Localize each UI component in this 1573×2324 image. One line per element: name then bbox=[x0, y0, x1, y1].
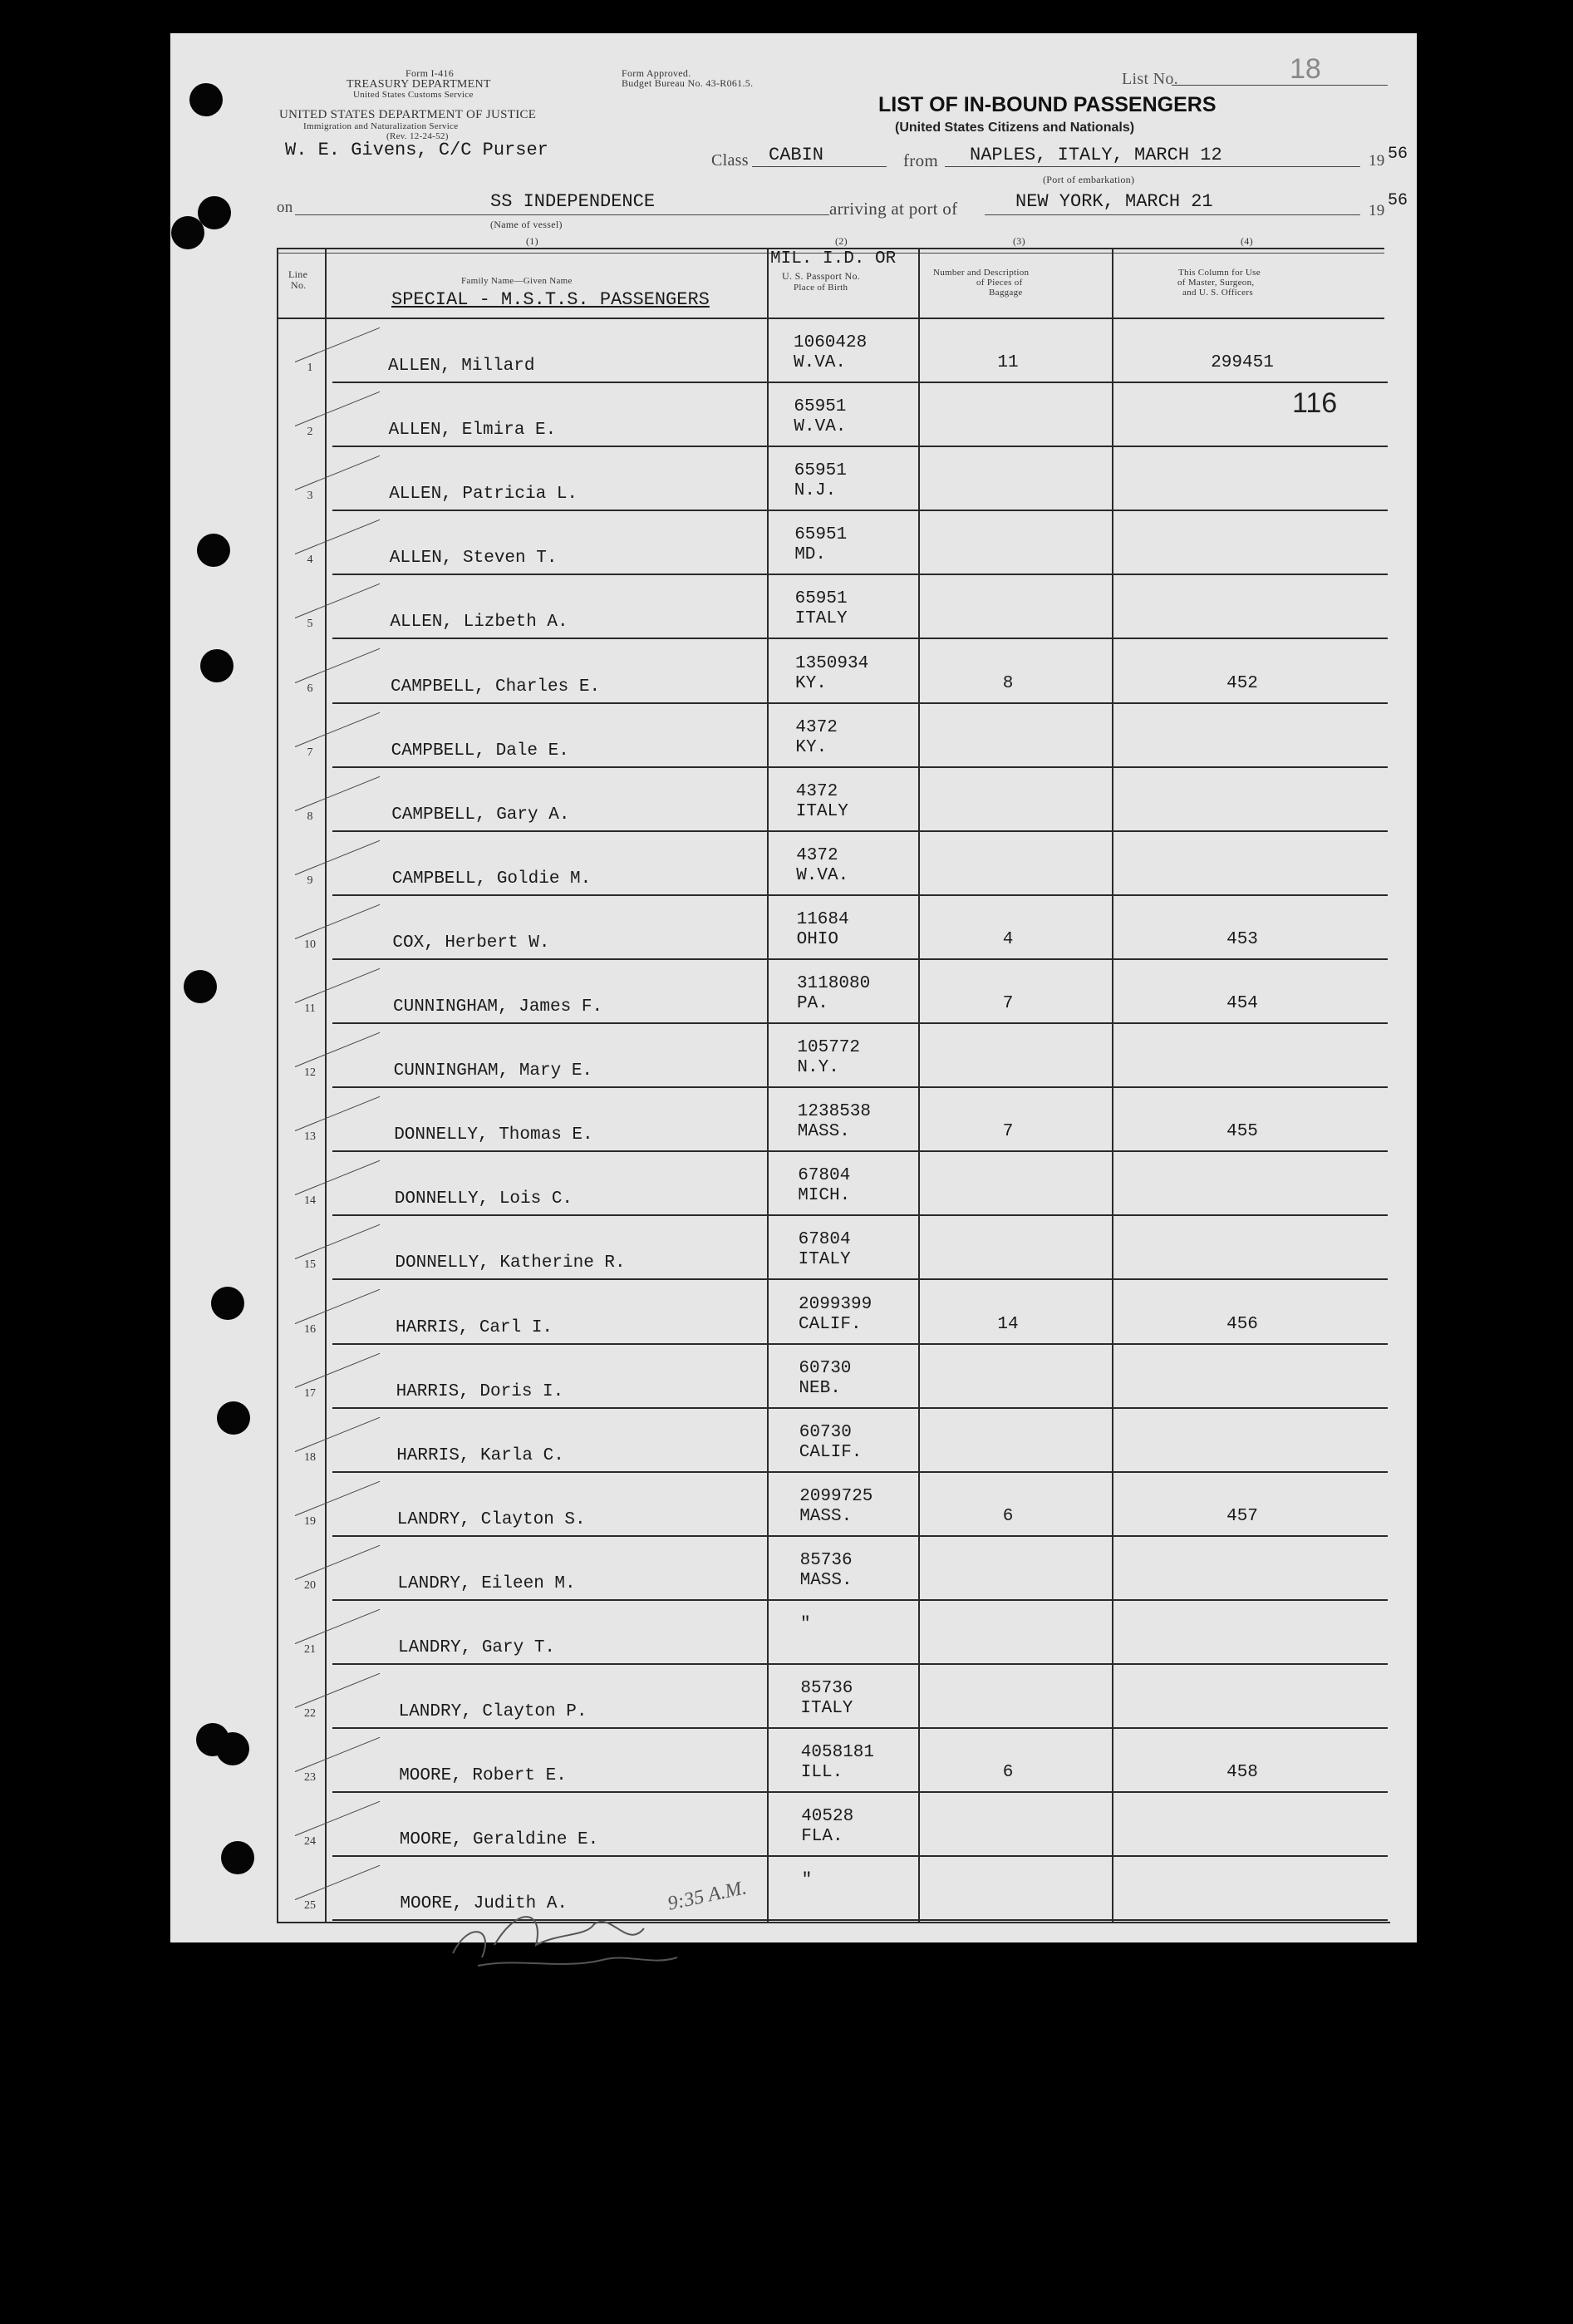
check-mark bbox=[295, 1545, 380, 1580]
passenger-name: HARRIS, Doris I. bbox=[396, 1381, 564, 1401]
table-row bbox=[170, 1025, 1417, 1088]
place-of-birth: KY. bbox=[795, 737, 828, 757]
row-divider bbox=[332, 510, 1388, 511]
check-mark bbox=[295, 904, 380, 939]
bag-header-3: Baggage bbox=[989, 288, 1023, 298]
vessel-caption: (Name of vessel) bbox=[490, 219, 563, 230]
check-mark bbox=[295, 1032, 380, 1067]
baggage-count: 4 bbox=[1002, 929, 1014, 949]
table-row bbox=[170, 897, 1417, 960]
punch-hole bbox=[200, 649, 233, 682]
line-number: 2 bbox=[307, 426, 313, 439]
table-row bbox=[170, 1858, 1417, 1921]
table-row bbox=[170, 961, 1417, 1024]
col-num-3: (3) bbox=[1013, 235, 1025, 247]
line-number: 23 bbox=[304, 1771, 316, 1785]
check-mark bbox=[295, 647, 380, 682]
use-header-3: and U. S. Officers bbox=[1182, 288, 1253, 298]
check-mark bbox=[295, 1352, 380, 1387]
place-of-birth: ITALY bbox=[798, 1250, 851, 1270]
table-row bbox=[170, 1730, 1417, 1793]
id-number: 60730 bbox=[799, 1358, 852, 1378]
id-number: 65951 bbox=[794, 589, 848, 609]
id-number: 4372 bbox=[796, 845, 838, 865]
passenger-name: MOORE, Robert E. bbox=[399, 1766, 567, 1786]
check-mark bbox=[295, 1737, 380, 1772]
table-row bbox=[170, 448, 1417, 511]
id-number: " bbox=[800, 1615, 811, 1634]
officer-number: 455 bbox=[1226, 1122, 1258, 1142]
passenger-name: HARRIS, Karla C. bbox=[396, 1445, 564, 1465]
baggage-count: 11 bbox=[997, 353, 1019, 372]
row-divider bbox=[332, 638, 1388, 639]
ins-label: Immigration and Naturalization Service bbox=[303, 121, 459, 131]
page-subtitle: (United States Citizens and Nationals) bbox=[895, 121, 1135, 135]
name-header: Family Name—Given Name bbox=[461, 276, 573, 286]
year-prefix-1: 19 bbox=[1369, 152, 1385, 170]
place-of-birth: W.VA. bbox=[794, 417, 847, 437]
signature-time: 9:35 A.M. bbox=[666, 1877, 749, 1915]
row-divider bbox=[332, 1407, 1388, 1409]
officer-number: 456 bbox=[1226, 1314, 1258, 1334]
line-number: 10 bbox=[304, 938, 316, 951]
col-num-4: (4) bbox=[1241, 235, 1253, 247]
vessel-name: SS INDEPENDENCE bbox=[490, 191, 656, 212]
row-divider bbox=[332, 702, 1388, 704]
row-divider bbox=[332, 1471, 1388, 1473]
id-header-3: Place of Birth bbox=[794, 283, 848, 293]
col-num-2: (2) bbox=[835, 235, 848, 247]
row-divider bbox=[332, 1022, 1388, 1024]
id-number: 2099399 bbox=[799, 1294, 873, 1314]
table-row bbox=[170, 1410, 1417, 1473]
passenger-name: CUNNINGHAM, James F. bbox=[393, 997, 603, 1017]
row-divider bbox=[332, 1343, 1388, 1345]
row-divider bbox=[332, 446, 1388, 447]
year-value-2: 56 bbox=[1388, 191, 1408, 210]
line-number: 15 bbox=[304, 1258, 316, 1272]
row-divider bbox=[332, 958, 1388, 960]
check-mark bbox=[295, 391, 380, 426]
table-row bbox=[170, 1538, 1417, 1601]
id-number: 40528 bbox=[801, 1807, 854, 1827]
class-value: CABIN bbox=[769, 145, 824, 165]
place-of-birth: MICH. bbox=[798, 1186, 851, 1206]
baggage-count: 8 bbox=[1002, 673, 1014, 693]
baggage-count: 7 bbox=[1002, 994, 1014, 1013]
list-number: 18 bbox=[1290, 53, 1321, 85]
page-title: LIST OF IN-BOUND PASSENGERS bbox=[878, 93, 1217, 116]
passenger-name: MOORE, Geraldine E. bbox=[399, 1830, 599, 1850]
year-prefix-2: 19 bbox=[1369, 202, 1385, 219]
check-mark bbox=[295, 583, 380, 618]
passenger-name: CAMPBELL, Goldie M. bbox=[391, 869, 592, 889]
table-row bbox=[170, 641, 1417, 704]
passenger-name: COX, Herbert W. bbox=[392, 933, 550, 953]
check-mark bbox=[295, 711, 380, 746]
check-mark bbox=[295, 1609, 380, 1644]
table-row bbox=[170, 705, 1417, 768]
budget-bureau: Budget Bureau No. 43-R061.5. bbox=[622, 77, 754, 89]
arrival-port: NEW YORK, MARCH 21 bbox=[1015, 191, 1213, 212]
passenger-name: LANDRY, Clayton P. bbox=[398, 1702, 587, 1722]
passenger-name: LANDRY, Gary T. bbox=[398, 1638, 556, 1657]
passenger-name: CAMPBELL, Dale E. bbox=[391, 741, 569, 761]
officer-number: 454 bbox=[1226, 994, 1258, 1013]
line-number: 11 bbox=[304, 1002, 316, 1015]
id-number: 65951 bbox=[794, 461, 847, 481]
punch-hole bbox=[221, 1841, 254, 1874]
table-row bbox=[170, 576, 1417, 639]
check-mark bbox=[295, 1224, 380, 1259]
treasury-label: TREASURY DEPARTMENT bbox=[347, 78, 491, 91]
list-no-label: List No. bbox=[1122, 70, 1178, 88]
line-number: 6 bbox=[307, 682, 313, 695]
place-of-birth: CALIF. bbox=[799, 1442, 863, 1462]
manifest-page bbox=[170, 33, 1417, 1942]
id-number: 67804 bbox=[798, 1166, 851, 1186]
place-of-birth: MASS. bbox=[797, 1122, 850, 1142]
id-number: 4372 bbox=[795, 781, 838, 801]
place-of-birth: PA. bbox=[797, 994, 828, 1013]
use-header-1: This Column for Use bbox=[1178, 268, 1261, 278]
place-of-birth: CALIF. bbox=[799, 1314, 862, 1334]
table-row bbox=[170, 512, 1417, 575]
line-number: 12 bbox=[304, 1066, 316, 1080]
check-mark bbox=[295, 1096, 380, 1131]
table-row bbox=[170, 1602, 1417, 1665]
place-of-birth: MASS. bbox=[799, 1570, 853, 1590]
id-header-2: U. S. Passport No. bbox=[782, 270, 861, 282]
table-row bbox=[170, 833, 1417, 896]
baggage-count: 14 bbox=[997, 1314, 1019, 1334]
class-label: Class bbox=[711, 151, 749, 170]
id-number: 85736 bbox=[800, 1679, 853, 1699]
passenger-name: DONNELLY, Katherine R. bbox=[395, 1253, 626, 1273]
line-number: 9 bbox=[307, 874, 313, 887]
id-number: 105772 bbox=[797, 1038, 861, 1058]
purser-name: W. E. Givens, C/C Purser bbox=[285, 140, 548, 160]
id-number: 60730 bbox=[799, 1422, 852, 1442]
from-value: NAPLES, ITALY, MARCH 12 bbox=[970, 145, 1222, 165]
check-mark bbox=[295, 968, 380, 1003]
row-divider bbox=[332, 1150, 1388, 1152]
section-label: SPECIAL - M.S.T.S. PASSENGERS bbox=[391, 289, 710, 310]
table-row bbox=[170, 1153, 1417, 1216]
place-of-birth: ITALY bbox=[795, 801, 848, 821]
id-number: 1350934 bbox=[795, 653, 869, 673]
officer-number: 457 bbox=[1226, 1506, 1258, 1526]
place-of-birth: ITALY bbox=[794, 609, 848, 629]
punch-hole bbox=[211, 1287, 244, 1320]
row-divider bbox=[332, 1535, 1388, 1537]
place-of-birth: W.VA. bbox=[796, 865, 849, 885]
place-of-birth: OHIO bbox=[796, 929, 839, 949]
line-number: 8 bbox=[307, 810, 313, 823]
id-number: 2099725 bbox=[799, 1486, 873, 1506]
customs-label: United States Customs Service bbox=[353, 90, 474, 100]
place-of-birth: MASS. bbox=[799, 1506, 853, 1526]
line-number: 24 bbox=[304, 1835, 316, 1849]
punch-hole bbox=[189, 83, 223, 116]
table-row bbox=[170, 320, 1417, 383]
table-row bbox=[170, 1089, 1417, 1152]
passenger-name: DONNELLY, Thomas E. bbox=[394, 1125, 593, 1145]
row-divider bbox=[332, 830, 1388, 832]
row-divider bbox=[332, 766, 1388, 768]
from-label: from bbox=[903, 150, 939, 170]
punch-hole bbox=[184, 970, 217, 1003]
place-of-birth: N.J. bbox=[794, 481, 837, 501]
form-approved: Form Approved. bbox=[622, 67, 691, 79]
officer-number: 458 bbox=[1226, 1763, 1258, 1783]
table-row bbox=[170, 1282, 1417, 1345]
place-of-birth: W.VA. bbox=[794, 353, 847, 372]
justice-label: UNITED STATES DEPARTMENT OF JUSTICE bbox=[279, 108, 537, 121]
check-mark bbox=[295, 327, 380, 362]
check-mark bbox=[295, 1417, 380, 1452]
passenger-name: CAMPBELL, Charles E. bbox=[391, 677, 601, 697]
line-no-header-b: No. bbox=[291, 279, 307, 291]
baggage-count: 6 bbox=[1002, 1763, 1014, 1783]
id-number: 4372 bbox=[795, 717, 838, 737]
punch-hole bbox=[171, 216, 204, 249]
port-caption: (Port of embarkation) bbox=[1043, 174, 1135, 185]
check-mark bbox=[295, 519, 380, 554]
passenger-name: CAMPBELL, Gary A. bbox=[391, 805, 570, 825]
row-divider bbox=[332, 1855, 1388, 1857]
col-num-1: (1) bbox=[526, 235, 538, 247]
table-row bbox=[170, 1474, 1417, 1537]
table-row bbox=[170, 1346, 1417, 1409]
place-of-birth: MD. bbox=[794, 545, 826, 565]
row-divider bbox=[332, 1086, 1388, 1088]
place-of-birth: NEB. bbox=[799, 1378, 841, 1398]
row-divider bbox=[332, 1663, 1388, 1665]
line-number: 25 bbox=[304, 1899, 316, 1913]
passenger-name: ALLEN, Elmira E. bbox=[388, 421, 557, 441]
place-of-birth: ITALY bbox=[800, 1699, 853, 1719]
passenger-name: LANDRY, Eileen M. bbox=[397, 1573, 576, 1593]
bag-header-1: Number and Description bbox=[933, 268, 1030, 278]
line-number: 19 bbox=[304, 1514, 316, 1528]
place-of-birth: ILL. bbox=[800, 1763, 843, 1783]
line-number: 20 bbox=[304, 1578, 316, 1592]
line-number: 3 bbox=[307, 490, 313, 503]
row-divider bbox=[332, 574, 1388, 575]
line-number: 14 bbox=[304, 1194, 316, 1208]
bag-header-2: of Pieces of bbox=[976, 278, 1023, 288]
check-mark bbox=[295, 1801, 380, 1836]
id-number: 67804 bbox=[798, 1230, 851, 1250]
line-number: 18 bbox=[304, 1450, 316, 1464]
table-row bbox=[170, 384, 1417, 447]
id-number: 85736 bbox=[799, 1550, 853, 1570]
passenger-name: CUNNINGHAM, Mary E. bbox=[393, 1061, 593, 1081]
officer-number: 452 bbox=[1226, 673, 1258, 693]
table-row bbox=[170, 1794, 1417, 1857]
punch-hole bbox=[198, 196, 231, 229]
line-number: 5 bbox=[307, 618, 313, 631]
line-number: 1 bbox=[307, 362, 313, 374]
id-number: 65951 bbox=[794, 397, 847, 417]
officer-number: 453 bbox=[1226, 929, 1258, 949]
id-header-1: MIL. I.D. OR bbox=[770, 249, 897, 268]
on-label: on bbox=[277, 199, 293, 216]
side-number: 116 bbox=[1292, 387, 1338, 419]
id-number: " bbox=[801, 1871, 813, 1891]
line-number: 17 bbox=[304, 1386, 316, 1400]
passenger-name: HARRIS, Carl I. bbox=[396, 1317, 553, 1337]
passenger-name: DONNELLY, Lois C. bbox=[394, 1189, 573, 1209]
punch-hole bbox=[217, 1401, 250, 1435]
id-number: 1060428 bbox=[794, 333, 868, 352]
id-number: 3118080 bbox=[797, 974, 871, 993]
check-mark bbox=[295, 455, 380, 490]
check-mark bbox=[295, 840, 380, 875]
line-number: 4 bbox=[307, 554, 313, 567]
check-mark bbox=[295, 1481, 380, 1516]
passenger-name: MOORE, Judith A. bbox=[400, 1894, 568, 1914]
passenger-name: LANDRY, Clayton S. bbox=[396, 1509, 586, 1529]
line-number: 13 bbox=[304, 1130, 316, 1144]
place-of-birth: FLA. bbox=[801, 1827, 843, 1847]
row-divider bbox=[332, 1791, 1388, 1793]
id-number: 1238538 bbox=[797, 1102, 872, 1122]
line-no-header-a: Line bbox=[288, 268, 308, 280]
row-divider bbox=[332, 1727, 1388, 1729]
row-divider bbox=[332, 1214, 1388, 1216]
passenger-name: ALLEN, Steven T. bbox=[389, 549, 558, 569]
arriving-label: arriving at port of bbox=[829, 199, 958, 219]
form-number: Form I-416 bbox=[406, 67, 454, 79]
use-header-2: of Master, Surgeon, bbox=[1177, 278, 1255, 288]
id-number: 11684 bbox=[796, 909, 849, 929]
row-divider bbox=[332, 382, 1388, 383]
officer-number: 299451 bbox=[1211, 353, 1274, 372]
revision-label: (Rev. 12-24-52) bbox=[386, 131, 449, 141]
punch-hole bbox=[197, 534, 230, 567]
id-number: 65951 bbox=[794, 525, 848, 545]
row-divider bbox=[332, 894, 1388, 896]
id-number: 4058181 bbox=[800, 1743, 875, 1763]
row-divider bbox=[332, 1278, 1388, 1280]
line-number: 7 bbox=[307, 746, 313, 759]
table-row bbox=[170, 1666, 1417, 1729]
check-mark bbox=[295, 1673, 380, 1708]
table-row bbox=[170, 769, 1417, 832]
baggage-count: 7 bbox=[1002, 1122, 1014, 1142]
baggage-count: 6 bbox=[1002, 1506, 1014, 1526]
year-value-1: 56 bbox=[1388, 145, 1408, 164]
check-mark bbox=[295, 776, 380, 811]
passenger-name: ALLEN, Millard bbox=[388, 357, 535, 376]
table-row bbox=[170, 1217, 1417, 1280]
line-number: 21 bbox=[304, 1643, 316, 1656]
line-number: 22 bbox=[304, 1707, 316, 1721]
place-of-birth: N.Y. bbox=[797, 1058, 839, 1078]
punch-hole bbox=[216, 1732, 249, 1765]
row-divider bbox=[332, 1599, 1388, 1601]
place-of-birth: KY. bbox=[795, 673, 827, 693]
passenger-name: ALLEN, Patricia L. bbox=[389, 485, 578, 505]
check-mark bbox=[295, 1288, 380, 1323]
check-mark bbox=[295, 1160, 380, 1195]
check-mark bbox=[295, 1865, 380, 1900]
line-number: 16 bbox=[304, 1322, 316, 1336]
passenger-name: ALLEN, Lizbeth A. bbox=[390, 613, 568, 633]
